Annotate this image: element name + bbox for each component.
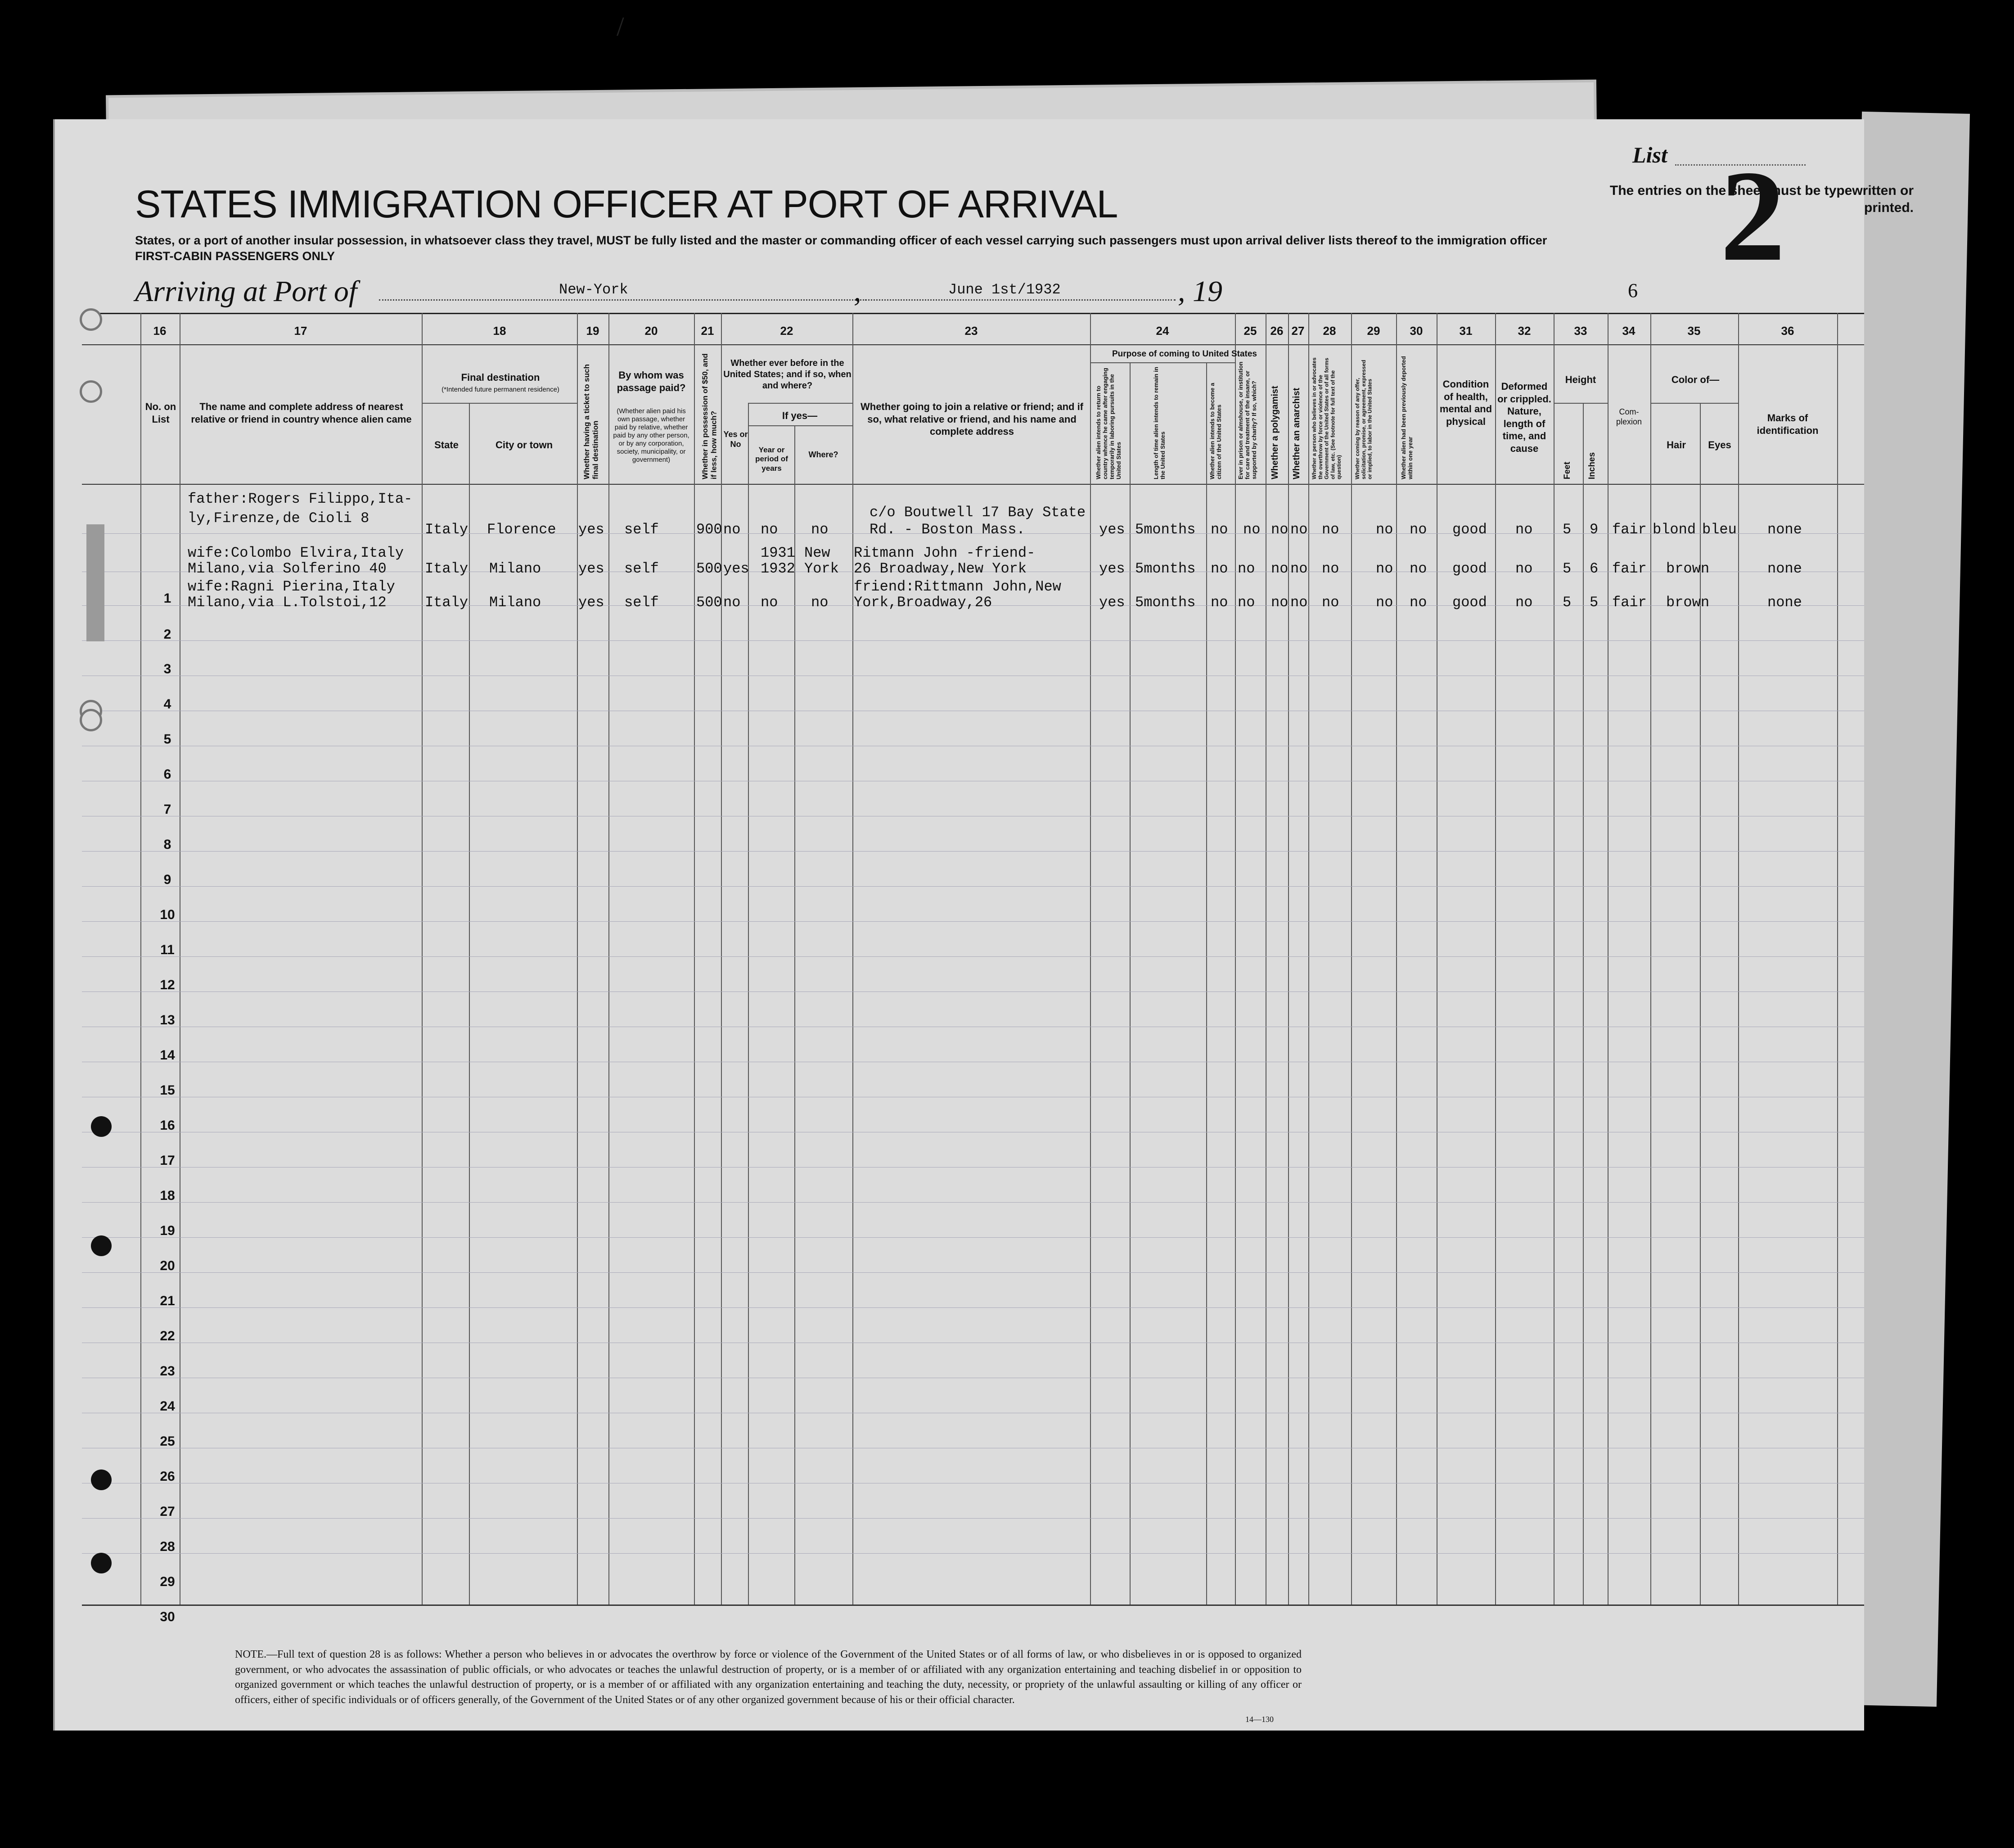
manifest-sheet	[53, 119, 1914, 1731]
row-number: 11	[160, 942, 175, 957]
row-line	[82, 956, 1864, 957]
col-number: 34	[1622, 324, 1636, 338]
row-line	[82, 1553, 1864, 1554]
row-number: 25	[160, 1434, 175, 1449]
feet-cell: 5	[1563, 594, 1572, 611]
header-purpose-return: Whether alien intends to return to country whence he came after engaging temporarily in laboring pursuits in the United States	[1095, 368, 1122, 479]
polygamist-cell: no	[1271, 521, 1289, 538]
header-final-destination: Final destination	[461, 372, 540, 383]
header-inches: Inches	[1587, 452, 1597, 479]
row-number: 27	[160, 1504, 175, 1519]
ticket-cell: yes	[578, 594, 604, 611]
col-number: 24	[1156, 324, 1169, 338]
row-number: 16	[160, 1118, 175, 1133]
before-cell: no	[723, 594, 741, 611]
header-ticket: Whether having a ticket to such final destination	[582, 364, 600, 479]
col-number: 22	[780, 324, 793, 338]
header-year: Year or period of years	[755, 446, 788, 473]
row-number: 23	[160, 1364, 175, 1379]
col-number: 21	[701, 324, 714, 338]
join-line-1: Ritmann John -friend-	[854, 545, 1036, 561]
feet-cell: 5	[1563, 560, 1572, 577]
col-sep	[608, 313, 609, 1605]
row-number: 7	[163, 802, 171, 817]
join-line-2: Rd. - Boston Mass.	[870, 521, 1025, 538]
row-line	[82, 921, 1864, 922]
row-line	[82, 886, 1864, 887]
health-cell: good	[1452, 594, 1487, 611]
paid-by-cell: self	[624, 560, 659, 577]
complexion-cell: fair	[1612, 521, 1647, 538]
before-year-2: 1932	[761, 560, 795, 577]
relative-line-2: Milano,via Solferino 40	[188, 560, 387, 577]
prison-cell: no	[1238, 594, 1255, 611]
footnote: NOTE.—Full text of question 28 is as follows: Whether a person who believes in or advocates the overthrow by force or violence of the Government of the United States or of all forms of law, or who disbelieves in or is opposed to organized government, or who advocates the assassination of public officials, or who advocates or teaches the unlawful destruction of property, or is a member of or affiliated with any organization entertaining and teaching disbelief in or opposition to organized government or which teaches the unlawful destruction of property, or is a member of or affiliated with any organization entertaining and teaching the duty, necessity, or propriety of the unlawful assaulting or killing of any officer or officers, either of specific individuals or of officers generally, of the Government of the United States or of any other organized government because of his or their official character.	[235, 1649, 1302, 1706]
row-line	[82, 851, 1864, 852]
relative-line-1: wife:Colombo Elvira,Italy	[188, 545, 404, 561]
col-sep	[852, 313, 853, 1605]
col-sep	[721, 313, 722, 1605]
col-number: 31	[1459, 324, 1473, 338]
offer-cell: no	[1376, 560, 1393, 577]
col-sep	[748, 403, 749, 1605]
binder-hole	[91, 1553, 112, 1573]
instructions-line-1: States, or a port of another insular possession, in whatsoever class they travel, MUST be fully listed and the master or commanding officer of each vessel carrying such passengers must upon arrival deliver lists thereof to the immigration officer	[135, 234, 1547, 247]
paid-by-cell: self	[624, 521, 659, 538]
row-number: 21	[160, 1294, 175, 1308]
before-where-cell: no	[811, 594, 829, 611]
col-sep	[1495, 313, 1496, 1605]
col-number: 30	[1410, 324, 1423, 338]
binder-hole	[91, 1116, 112, 1137]
citizen-cell: no	[1211, 594, 1228, 611]
health-cell: good	[1452, 560, 1487, 577]
header-deported: Whether alien had been previously deported within one year	[1400, 356, 1414, 479]
header-complexion: Com-plexion	[1616, 407, 1642, 426]
row-number: 2	[163, 627, 171, 642]
header-offer: Whether coming by reason of any offer, solicitation, promise, or agreement, expressed or implied, to labor in the United States	[1354, 360, 1373, 479]
binder-ring	[80, 308, 102, 331]
col-number: 19	[586, 324, 599, 338]
header-city: City or town	[495, 439, 553, 451]
paid-by-cell: self	[624, 594, 659, 611]
citizen-cell: no	[1211, 560, 1228, 577]
header-rule-top	[82, 313, 1864, 314]
sub-rule	[748, 425, 852, 426]
col-sep	[694, 313, 695, 1605]
row-number: 9	[163, 872, 171, 887]
deformed-cell: no	[1515, 521, 1533, 538]
col-sep	[1351, 313, 1352, 1605]
hair-cell: blond	[1653, 521, 1696, 538]
header-no-on-list: No. on List	[145, 401, 176, 425]
q28-cell: no	[1322, 560, 1339, 577]
col-number: 23	[964, 324, 978, 338]
row-number: 30	[160, 1609, 175, 1624]
q28-cell: no	[1322, 521, 1339, 538]
deformed-cell: no	[1515, 594, 1533, 611]
header-if-yes: If yes—	[782, 410, 818, 421]
deformed-cell: no	[1515, 560, 1533, 577]
health-cell: good	[1452, 521, 1487, 538]
inches-cell: 6	[1590, 560, 1599, 577]
row-line	[82, 1518, 1864, 1519]
marks-cell: none	[1767, 560, 1802, 577]
header-height: Height	[1565, 374, 1596, 385]
before-cell: no	[723, 521, 741, 538]
header-purpose: Purpose of coming to United States	[1112, 349, 1257, 359]
money-cell: 500	[696, 560, 722, 577]
col-number: 36	[1781, 324, 1794, 338]
col-sep	[1650, 313, 1651, 1605]
row-number: 10	[160, 907, 175, 922]
col-sep	[1308, 313, 1309, 1605]
col-sep	[1837, 313, 1838, 1605]
return-cell: yes	[1099, 521, 1125, 538]
header-polygamist: Whether a polygamist	[1270, 386, 1280, 479]
before-year-cell: no	[761, 521, 778, 538]
anarchist-cell: no	[1290, 521, 1308, 538]
header-marks: Marks of identification	[1757, 412, 1819, 436]
join-line-2: York,Broadway,26	[854, 594, 992, 611]
header-where: Where?	[808, 450, 838, 459]
year-prefix: , 19	[1178, 275, 1222, 308]
row-number: 4	[163, 697, 171, 712]
col-number: 16	[153, 324, 167, 338]
row-number: 17	[160, 1153, 175, 1168]
col-number: 33	[1574, 324, 1587, 338]
deported-cell: no	[1410, 521, 1427, 538]
q28-cell: no	[1322, 594, 1339, 611]
row-number: 29	[160, 1574, 175, 1589]
col-sep	[1583, 403, 1584, 1605]
header-rule-mid	[82, 344, 1864, 345]
sub-rule	[748, 403, 852, 404]
binder-ring	[80, 709, 102, 731]
col-sep	[1288, 313, 1289, 1605]
ticket-cell: yes	[578, 560, 604, 577]
complexion-cell: fair	[1612, 560, 1647, 577]
col-sep	[1700, 403, 1701, 1605]
form-id: 14—130	[1245, 1715, 1274, 1724]
return-cell: yes	[1099, 560, 1125, 577]
row-line	[82, 1237, 1864, 1238]
row-number: 5	[163, 732, 171, 747]
col-number: 27	[1291, 324, 1305, 338]
list-number: 2	[1720, 144, 1785, 288]
header-state: State	[434, 439, 459, 451]
col-number: 20	[644, 324, 658, 338]
before-cell: yes	[723, 560, 749, 577]
header-before-in-us: Whether ever before in the United States; and if so, when and where?	[723, 358, 852, 391]
row-number: 15	[160, 1083, 175, 1098]
row-number: 12	[160, 978, 175, 992]
row-number: 13	[160, 1013, 175, 1028]
page-tear	[86, 524, 104, 641]
col-number: 35	[1687, 324, 1701, 338]
arriving-label: Arriving at Port of	[135, 275, 357, 308]
header-deformed: Deformed or crippled. Nature, length of time, and cause	[1497, 381, 1551, 454]
header-anarchist: Whether an anarchist	[1292, 388, 1302, 479]
row-number: 3	[163, 662, 171, 676]
return-cell: yes	[1099, 594, 1125, 611]
row-number: 22	[160, 1329, 175, 1343]
deported-cell: no	[1410, 594, 1427, 611]
row-number: 18	[160, 1188, 175, 1203]
col-sep	[1738, 313, 1739, 1605]
col-sep	[1090, 313, 1091, 1605]
offer-cell: no	[1376, 594, 1393, 611]
state-cell: Italy	[425, 521, 469, 538]
hair-cell: brown	[1666, 594, 1710, 611]
col-number: 18	[493, 324, 506, 338]
length-cell: 5months	[1135, 560, 1196, 577]
city-cell: Milano	[489, 560, 541, 577]
money-cell: 900	[696, 521, 722, 538]
header-money: Whether in possession of $50, and if less, how much?	[701, 353, 718, 479]
instructions-line-2: FIRST-CABIN PASSENGERS ONLY	[135, 249, 335, 263]
complexion-cell: fair	[1612, 594, 1647, 611]
row-line	[82, 640, 1864, 641]
comma: ,	[854, 275, 861, 308]
row-number: 1	[163, 591, 171, 606]
row-number: 8	[163, 837, 171, 852]
col-sep	[422, 313, 423, 1605]
row-number: 14	[160, 1048, 175, 1063]
col-number: 26	[1270, 324, 1284, 338]
col-sep	[577, 313, 578, 1605]
list-label: List	[1632, 142, 1667, 167]
header-feet: Feet	[1563, 461, 1572, 479]
before-where-1: New	[804, 545, 830, 561]
binder-ring	[80, 380, 102, 403]
header-rule-bottom	[82, 484, 1864, 485]
binder-hole	[91, 1235, 112, 1256]
entries-note: The entries on the sheet must be typewritten or printed.	[1609, 183, 1914, 215]
col-sep	[794, 425, 795, 1605]
table-bottom-rule	[82, 1605, 1864, 1606]
sub-rule	[422, 403, 577, 404]
instructions	[135, 233, 1620, 264]
sub-rule	[1090, 362, 1235, 363]
col-number: 28	[1323, 324, 1336, 338]
before-where-2: York	[804, 560, 839, 577]
before-year-cell: no	[761, 594, 778, 611]
feet-cell: 5	[1563, 521, 1572, 538]
city-cell: Milano	[489, 594, 541, 611]
eyes-cell: bleu	[1702, 521, 1737, 538]
header-passage: By whom was passage paid?	[617, 370, 686, 393]
year-prefix-text: 19	[1193, 275, 1222, 308]
deported-cell: no	[1410, 560, 1427, 577]
header-yes-no: Yes or No	[723, 430, 748, 449]
date-value: June 1st/1932	[948, 281, 1061, 298]
header-health: Condition of health, mental and physical	[1439, 379, 1492, 427]
header-final-destination-sub: (*Intended future permanent residence)	[442, 386, 559, 393]
row-number: 24	[160, 1399, 175, 1414]
binder-hole	[91, 1469, 112, 1490]
city-cell: Florence	[487, 521, 556, 538]
join-line-2: 26 Broadway,New York	[854, 560, 1027, 577]
header-color: Color of—	[1671, 374, 1720, 385]
col-number: 32	[1518, 324, 1531, 338]
row-number: 19	[160, 1223, 175, 1238]
before-year-1: 1931	[761, 545, 795, 561]
sub-rule	[1554, 403, 1608, 404]
anarchist-cell: no	[1290, 594, 1308, 611]
col-number: 25	[1244, 324, 1257, 338]
col-number: 17	[294, 324, 307, 338]
col-sep	[1396, 313, 1397, 1605]
date-line	[865, 299, 1176, 301]
row-number: 26	[160, 1469, 175, 1484]
header-passage-sub: (Whether alien paid his own passage, whether paid by relative, whether paid by any other person, or by any corporation, society, municipality, or government)	[613, 407, 689, 464]
page-number: 6	[1628, 279, 1638, 302]
length-cell: 5months	[1135, 521, 1196, 538]
row-number: 20	[160, 1258, 175, 1273]
hair-cell: brown	[1666, 560, 1710, 577]
page-title: STATES IMMIGRATION OFFICER AT PORT OF ARRIVAL	[135, 183, 1118, 226]
col-sep	[1130, 362, 1131, 1605]
header-eyes: Eyes	[1708, 439, 1731, 451]
marks-cell: none	[1767, 594, 1802, 611]
citizen-cell: no	[1211, 521, 1228, 538]
join-line-1: c/o Boutwell 17 Bay State	[870, 504, 1086, 521]
col-number: 29	[1367, 324, 1380, 338]
relative-line-2: Milano,via L.Tolstoi,12	[188, 594, 387, 611]
relative-line-1: father:Rogers Filippo,Ita-	[188, 491, 413, 507]
sub-rule	[1650, 403, 1738, 404]
header-prison: Ever in prison or almshouse, or institution for care and treatment of the insane, or supported by charity? If so, which?	[1237, 361, 1257, 479]
col-sep	[1235, 313, 1236, 1605]
header-purpose-length: Length of time alien intends to remain in the United States	[1153, 367, 1166, 479]
row-line	[82, 1202, 1864, 1203]
col-sep	[1206, 362, 1207, 1605]
header-hair: Hair	[1667, 439, 1686, 451]
length-cell: 5months	[1135, 594, 1196, 611]
header-purpose-citizen: Whether alien intends to become a citizen of the United States	[1209, 383, 1222, 479]
col-sep	[140, 313, 141, 1605]
port-line	[379, 299, 910, 301]
port-value: New-York	[559, 281, 628, 298]
row-number: 28	[160, 1539, 175, 1554]
header-q28: Whether a person who believes in or advocates the overthrow by force or violence of the Government of the United States or of all forms of law, etc. (See footnote for full text of the question)	[1311, 357, 1343, 479]
row-line	[82, 1272, 1864, 1273]
money-cell: 500	[696, 594, 722, 611]
header-relative: The name and complete address of nearest relative or friend in country whence alien came	[191, 401, 412, 425]
prison-cell: no	[1243, 521, 1261, 538]
row-number: 6	[163, 767, 171, 782]
relative-line-1: wife:Ragni Pierina,Italy	[188, 578, 395, 595]
polygamist-cell: no	[1271, 560, 1289, 577]
before-where-cell: no	[811, 521, 829, 538]
header-join: Whether going to join a relative or friend; and if so, what relative or friend, and his name and complete address	[860, 401, 1084, 437]
polygamist-cell: no	[1271, 594, 1289, 611]
relative-line-2: ly,Firenze,de Cioli 8	[188, 510, 369, 527]
state-cell: Italy	[425, 594, 469, 611]
prison-cell: no	[1238, 560, 1255, 577]
marks-cell: none	[1767, 521, 1802, 538]
offer-cell: no	[1376, 521, 1393, 538]
inches-cell: 9	[1590, 521, 1599, 538]
row-line	[82, 1307, 1864, 1308]
ticket-cell: yes	[578, 521, 604, 538]
state-cell: Italy	[425, 560, 469, 577]
join-line-1: friend:Rittmann John,New	[854, 578, 1061, 595]
inches-cell: 5	[1590, 594, 1599, 611]
col-sep	[469, 403, 470, 1605]
anarchist-cell: no	[1290, 560, 1308, 577]
pen-mark: /	[617, 12, 624, 41]
